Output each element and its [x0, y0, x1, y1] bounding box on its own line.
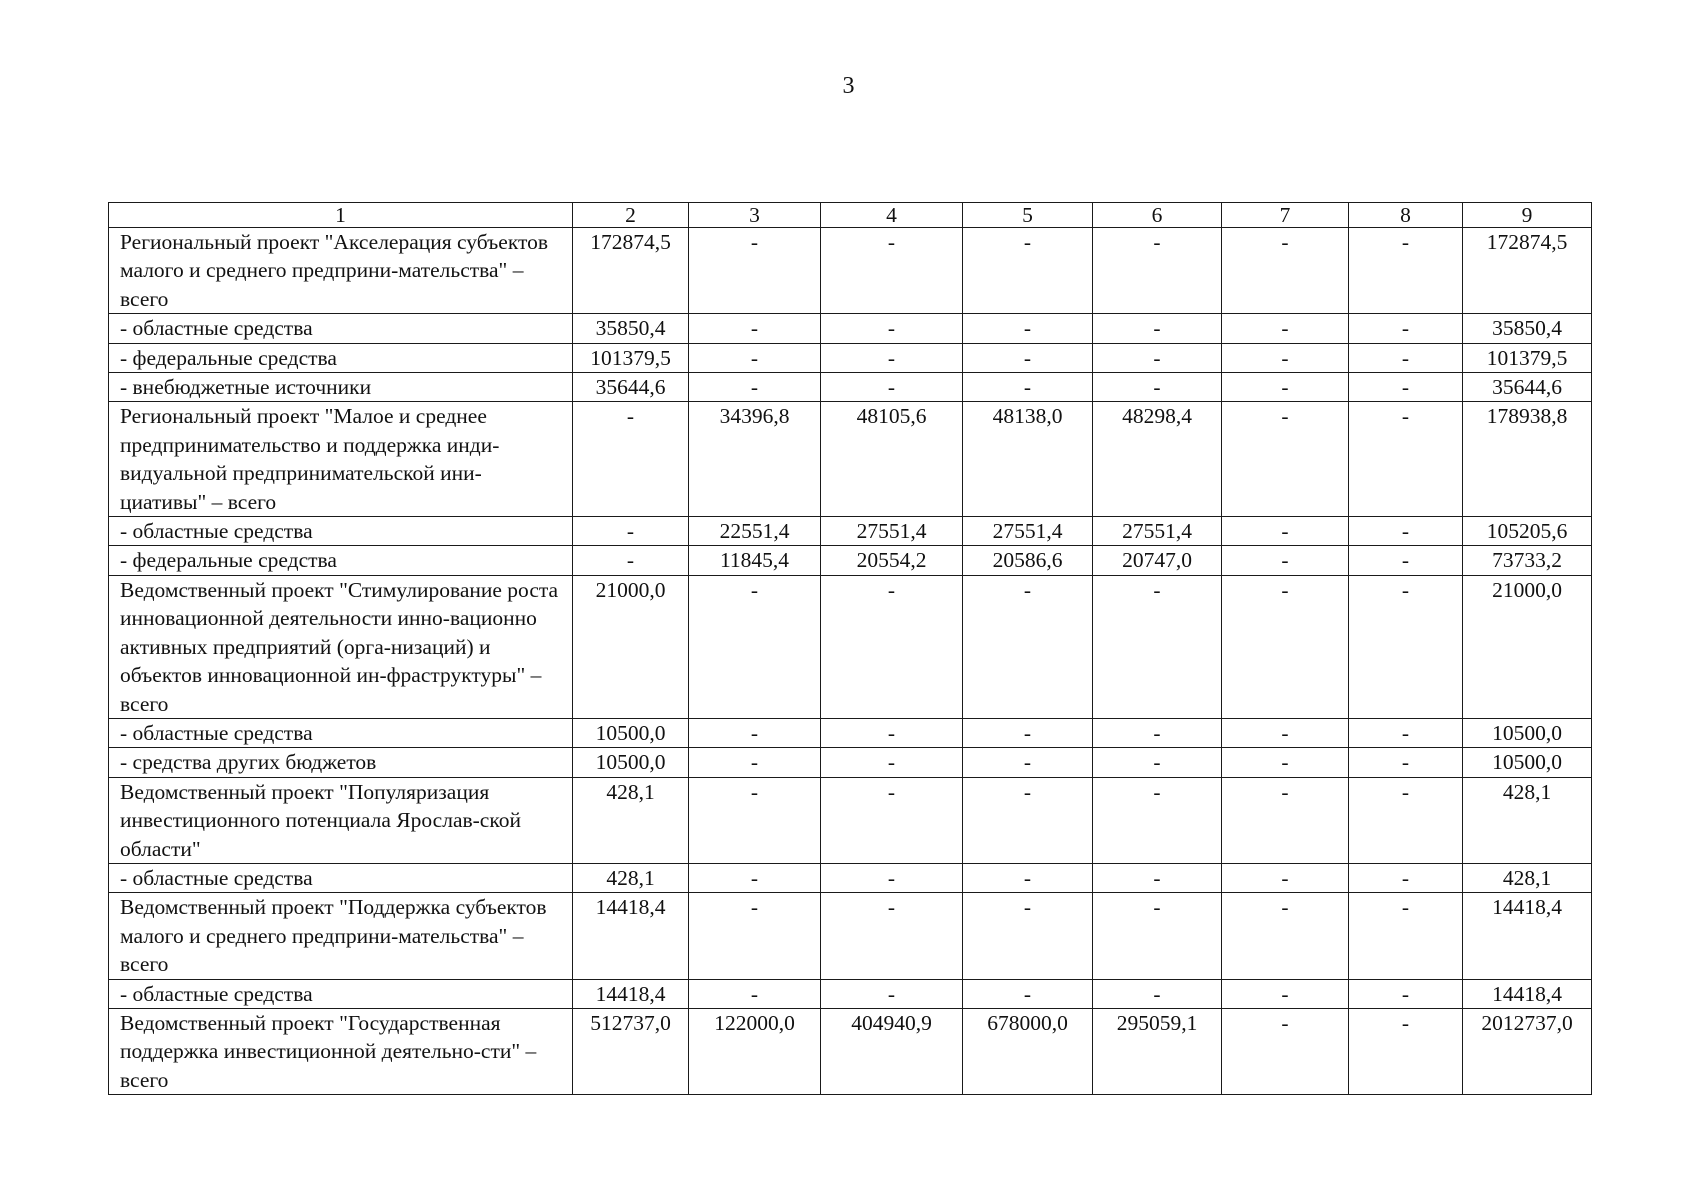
- amount-cell: 295059,1: [1093, 1008, 1222, 1094]
- amount-cell: -: [963, 343, 1093, 372]
- amount-cell: 122000,0: [689, 1008, 821, 1094]
- column-number: 2: [573, 203, 689, 228]
- amount-cell: -: [821, 863, 963, 892]
- amount-cell: -: [1222, 575, 1349, 718]
- amount-cell: -: [963, 314, 1093, 343]
- amount-cell: 10500,0: [1463, 748, 1592, 777]
- amount-cell: -: [1349, 1008, 1463, 1094]
- amount-cell: -: [1222, 979, 1349, 1008]
- amount-cell: -: [1349, 893, 1463, 979]
- amount-cell: -: [821, 314, 963, 343]
- funding-source-row: [109, 979, 1592, 1008]
- amount-cell: -: [963, 777, 1093, 863]
- amount-cell: -: [821, 893, 963, 979]
- amount-cell: -: [573, 402, 689, 517]
- amount-cell: -: [1222, 893, 1349, 979]
- project-row: [109, 402, 1592, 517]
- amount-cell: 27551,4: [821, 517, 963, 546]
- funding-source-row: [109, 863, 1592, 892]
- amount-cell: -: [573, 517, 689, 546]
- amount-cell: -: [1349, 228, 1463, 314]
- budget-table-body: [109, 203, 1592, 1095]
- amount-cell: -: [1222, 748, 1349, 777]
- amount-cell: -: [1349, 546, 1463, 575]
- amount-cell: -: [689, 373, 821, 402]
- amount-cell: 428,1: [573, 863, 689, 892]
- amount-cell: -: [1093, 314, 1222, 343]
- amount-cell: -: [821, 777, 963, 863]
- amount-cell: 105205,6: [1463, 517, 1592, 546]
- project-name-cell: Ведомственный проект "Стимулирование роста инновационной деятельности инно-вационно активных предприятий (орга-низаций) и объектов инновационной ин-фраструктуры" – всего: [109, 575, 573, 718]
- amount-cell: -: [1349, 718, 1463, 747]
- amount-cell: -: [1222, 373, 1349, 402]
- project-name-cell: Ведомственный проект "Государственная поддержка инвестиционной деятельно-сти" – всего: [109, 1008, 573, 1094]
- amount-cell: 10500,0: [1463, 718, 1592, 747]
- page-number: 3: [842, 73, 855, 99]
- amount-cell: -: [1093, 228, 1222, 314]
- amount-cell: 35850,4: [573, 314, 689, 343]
- amount-cell: 428,1: [1463, 863, 1592, 892]
- amount-cell: 10500,0: [573, 718, 689, 747]
- amount-cell: -: [1222, 546, 1349, 575]
- project-row: [109, 893, 1592, 979]
- amount-cell: -: [1093, 979, 1222, 1008]
- amount-cell: -: [1349, 517, 1463, 546]
- amount-cell: 428,1: [573, 777, 689, 863]
- project-name-cell: Ведомственный проект "Популяризация инвестиционного потенциала Ярослав-ской области": [109, 777, 573, 863]
- amount-cell: -: [1093, 863, 1222, 892]
- funding-source-cell: - федеральные средства: [109, 546, 573, 575]
- funding-source-cell: - областные средства: [109, 863, 573, 892]
- amount-cell: 48138,0: [963, 402, 1093, 517]
- amount-cell: -: [1222, 343, 1349, 372]
- funding-source-row: [109, 546, 1592, 575]
- amount-cell: 101379,5: [1463, 343, 1592, 372]
- amount-cell: -: [821, 979, 963, 1008]
- amount-cell: -: [689, 314, 821, 343]
- column-number: 5: [963, 203, 1093, 228]
- funding-source-cell: - областные средства: [109, 314, 573, 343]
- amount-cell: -: [689, 748, 821, 777]
- funding-source-row: [109, 748, 1592, 777]
- column-number: 3: [689, 203, 821, 228]
- column-number: 1: [109, 203, 573, 228]
- amount-cell: 35644,6: [573, 373, 689, 402]
- amount-cell: 14418,4: [573, 893, 689, 979]
- amount-cell: 428,1: [1463, 777, 1592, 863]
- amount-cell: -: [1093, 718, 1222, 747]
- amount-cell: -: [963, 718, 1093, 747]
- project-name-cell: Ведомственный проект "Поддержка субъектов малого и среднего предприни-мательства" – всего: [109, 893, 573, 979]
- amount-cell: -: [1093, 373, 1222, 402]
- amount-cell: 21000,0: [1463, 575, 1592, 718]
- amount-cell: -: [573, 546, 689, 575]
- amount-cell: -: [689, 979, 821, 1008]
- funding-source-row: [109, 314, 1592, 343]
- column-number: 4: [821, 203, 963, 228]
- amount-cell: -: [1349, 402, 1463, 517]
- amount-cell: -: [1349, 373, 1463, 402]
- amount-cell: -: [1222, 1008, 1349, 1094]
- amount-cell: -: [1349, 863, 1463, 892]
- amount-cell: -: [1222, 314, 1349, 343]
- amount-cell: 101379,5: [573, 343, 689, 372]
- amount-cell: 21000,0: [573, 575, 689, 718]
- amount-cell: -: [821, 575, 963, 718]
- amount-cell: -: [689, 893, 821, 979]
- funding-source-cell: - внебюджетные источники: [109, 373, 573, 402]
- amount-cell: 14418,4: [1463, 979, 1592, 1008]
- amount-cell: 22551,4: [689, 517, 821, 546]
- amount-cell: -: [963, 228, 1093, 314]
- amount-cell: -: [1222, 863, 1349, 892]
- column-number: 6: [1093, 203, 1222, 228]
- project-row: [109, 1008, 1592, 1094]
- amount-cell: 48298,4: [1093, 402, 1222, 517]
- amount-cell: 10500,0: [573, 748, 689, 777]
- amount-cell: 172874,5: [573, 228, 689, 314]
- amount-cell: 11845,4: [689, 546, 821, 575]
- amount-cell: 20554,2: [821, 546, 963, 575]
- amount-cell: 27551,4: [963, 517, 1093, 546]
- project-row: [109, 575, 1592, 718]
- column-number: 8: [1349, 203, 1463, 228]
- amount-cell: -: [1349, 979, 1463, 1008]
- table-header-row: [109, 203, 1592, 228]
- amount-cell: -: [689, 718, 821, 747]
- amount-cell: -: [963, 893, 1093, 979]
- amount-cell: -: [1349, 748, 1463, 777]
- amount-cell: -: [689, 863, 821, 892]
- amount-cell: -: [689, 575, 821, 718]
- project-name-cell: Региональный проект "Малое и среднее предпринимательство и поддержка инди-видуальной предпринимательской ини-циативы" – всего: [109, 402, 573, 517]
- amount-cell: -: [1349, 575, 1463, 718]
- amount-cell: -: [963, 575, 1093, 718]
- funding-source-row: [109, 343, 1592, 372]
- project-row: [109, 777, 1592, 863]
- amount-cell: 73733,2: [1463, 546, 1592, 575]
- amount-cell: -: [1093, 575, 1222, 718]
- funding-source-cell: - областные средства: [109, 718, 573, 747]
- column-number: 9: [1463, 203, 1592, 228]
- amount-cell: -: [689, 228, 821, 314]
- funding-source-row: [109, 718, 1592, 747]
- project-row: [109, 228, 1592, 314]
- amount-cell: -: [1349, 343, 1463, 372]
- amount-cell: -: [821, 228, 963, 314]
- funding-source-cell: - средства других бюджетов: [109, 748, 573, 777]
- amount-cell: -: [963, 863, 1093, 892]
- amount-cell: -: [1093, 893, 1222, 979]
- amount-cell: -: [1093, 748, 1222, 777]
- amount-cell: 27551,4: [1093, 517, 1222, 546]
- amount-cell: 14418,4: [1463, 893, 1592, 979]
- amount-cell: 48105,6: [821, 402, 963, 517]
- budget-table: [108, 202, 1592, 1095]
- funding-source-row: [109, 373, 1592, 402]
- amount-cell: -: [689, 343, 821, 372]
- amount-cell: 20586,6: [963, 546, 1093, 575]
- project-name-cell: Региональный проект "Акселерация субъектов малого и среднего предприни-мательства" – всего: [109, 228, 573, 314]
- amount-cell: 35850,4: [1463, 314, 1592, 343]
- amount-cell: -: [821, 373, 963, 402]
- amount-cell: -: [821, 748, 963, 777]
- amount-cell: 404940,9: [821, 1008, 963, 1094]
- amount-cell: 20747,0: [1093, 546, 1222, 575]
- amount-cell: -: [963, 979, 1093, 1008]
- amount-cell: -: [963, 748, 1093, 777]
- amount-cell: -: [1222, 718, 1349, 747]
- funding-source-cell: - областные средства: [109, 517, 573, 546]
- amount-cell: 512737,0: [573, 1008, 689, 1094]
- amount-cell: 14418,4: [573, 979, 689, 1008]
- amount-cell: -: [821, 718, 963, 747]
- amount-cell: 34396,8: [689, 402, 821, 517]
- amount-cell: -: [1093, 777, 1222, 863]
- funding-source-cell: - областные средства: [109, 979, 573, 1008]
- amount-cell: -: [1349, 777, 1463, 863]
- amount-cell: 2012737,0: [1463, 1008, 1592, 1094]
- amount-cell: 678000,0: [963, 1008, 1093, 1094]
- funding-source-cell: - федеральные средства: [109, 343, 573, 372]
- amount-cell: 172874,5: [1463, 228, 1592, 314]
- amount-cell: -: [963, 373, 1093, 402]
- amount-cell: -: [1349, 314, 1463, 343]
- amount-cell: -: [1222, 517, 1349, 546]
- column-number: 7: [1222, 203, 1349, 228]
- amount-cell: -: [821, 343, 963, 372]
- amount-cell: -: [1093, 343, 1222, 372]
- amount-cell: -: [689, 777, 821, 863]
- amount-cell: -: [1222, 228, 1349, 314]
- amount-cell: -: [1222, 777, 1349, 863]
- amount-cell: 178938,8: [1463, 402, 1592, 517]
- amount-cell: 35644,6: [1463, 373, 1592, 402]
- funding-source-row: [109, 517, 1592, 546]
- amount-cell: -: [1222, 402, 1349, 517]
